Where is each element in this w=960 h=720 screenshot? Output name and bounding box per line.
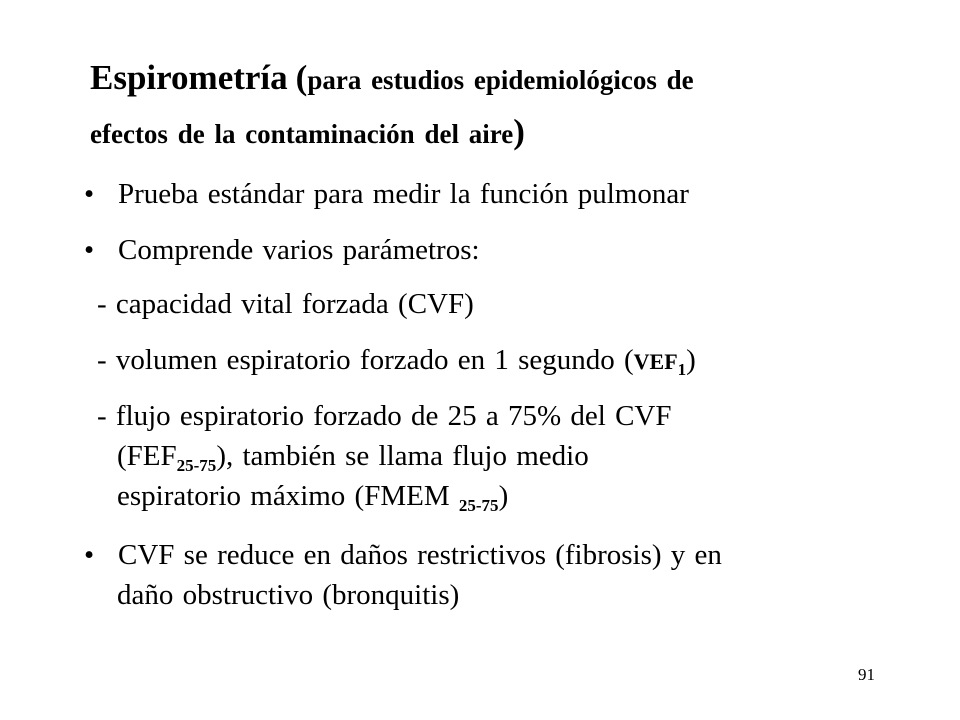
vef-prefix: - volumen espiratorio forzado en 1 segundo ( [97, 344, 634, 376]
vef-suffix: ) [686, 344, 696, 376]
fmem-prefix: espiratorio máximo (FMEM [117, 480, 459, 512]
sub-item-vef [97, 342, 696, 382]
bullet-icon: • [84, 539, 95, 571]
title-open-paren: ( [295, 58, 308, 97]
title-close-paren: ) [513, 112, 525, 151]
bullet-text: CVF se reduce en daños restrictivos (fibrosis) y en [118, 539, 722, 571]
fef-sub: 25-75 [176, 456, 217, 475]
title-subtitle-line2: efectos de la contaminación del aire [90, 119, 514, 149]
sub-item-cvf: - capacidad vital forzada (CVF) [97, 288, 474, 320]
sub-item-fef-line2 [117, 438, 589, 478]
sub-item-fef-line1: - flujo espiratorio forzado de 25 a 75% del CVF [97, 400, 672, 432]
bullet-text: Comprende varios parámetros: [118, 234, 480, 266]
bullet-text-continuation: daño obstructivo (bronquitis) [117, 579, 460, 611]
title-subtitle-line1: para estudios epidemiológicos de [307, 65, 694, 95]
bullet-icon: • [84, 234, 95, 266]
fmem-suffix: ) [498, 480, 509, 512]
sub-item-fef-line3 [117, 478, 508, 518]
fmem-sub: 25-75 [458, 496, 499, 515]
slide-title [90, 52, 890, 160]
fef-prefix: (FEF [117, 440, 177, 472]
vef-sub: 1 [677, 360, 687, 379]
bullet-icon: • [84, 178, 95, 210]
page-number: 91 [858, 665, 875, 684]
title-main: Espirometría [90, 58, 288, 97]
fef-suffix: ), también se llama flujo medio [216, 440, 589, 472]
bullet-text: Prueba estándar para medir la función pulmonar [118, 178, 689, 210]
vef-abbr: VEF [633, 349, 678, 374]
